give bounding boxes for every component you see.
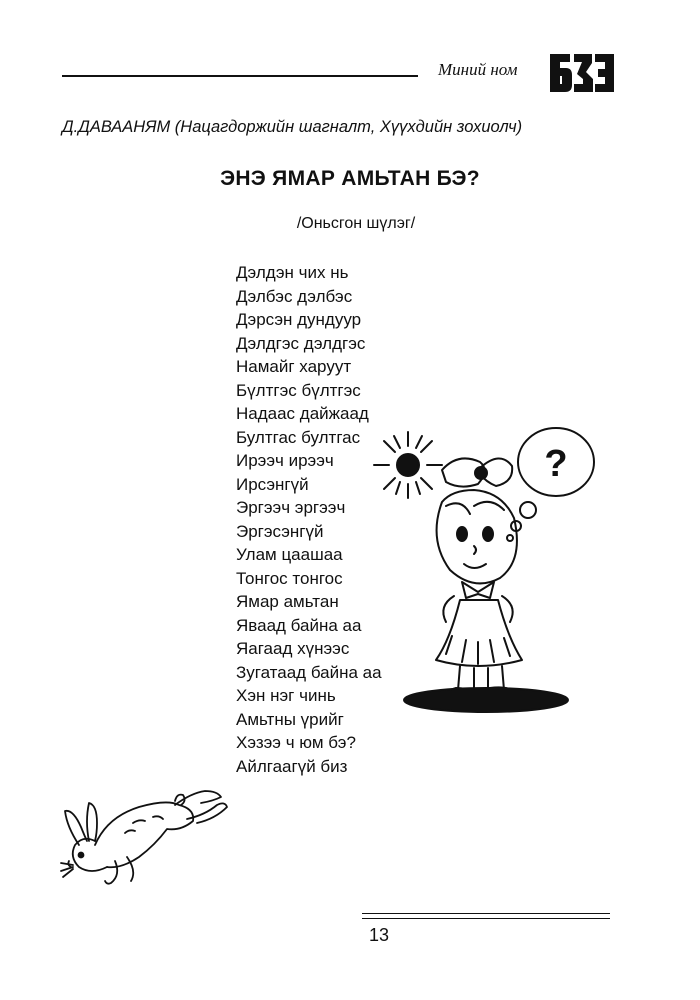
poem-line: Дэрсэн дундуур xyxy=(236,310,362,329)
sun-icon xyxy=(374,432,442,498)
poem-line: Яагаад хүнээс xyxy=(236,639,350,658)
poem-line: Бүлтгэс бүлтгэс xyxy=(236,380,361,400)
poem-line: Дэлдгэс дэлдгэс xyxy=(236,333,366,353)
poem-line: Бултгас бултгас xyxy=(236,427,361,447)
poem-line: Эргэсэнгүй xyxy=(236,521,324,541)
girl-illustration xyxy=(350,410,630,720)
footer-rule-top xyxy=(362,913,610,914)
poem-line: Улам цаашаа xyxy=(236,545,343,564)
header-rule xyxy=(62,75,418,77)
poem-line: Зугатаад байна аа xyxy=(236,662,382,682)
poem-line: Дэлдэн чих нь xyxy=(236,263,349,282)
poem-line: Ирсэнгүй xyxy=(236,474,309,494)
publisher-logo xyxy=(548,52,616,94)
poem-line: Амьтны үрийг xyxy=(236,709,344,729)
footer-rule-bottom xyxy=(362,918,610,919)
page-number: 13 xyxy=(368,925,390,945)
rabbit-illustration xyxy=(55,775,230,890)
poem-line: Хэзээ ч юм бэ? xyxy=(236,733,356,752)
poem-line: Ямар амьтан xyxy=(236,592,339,611)
poem-line: Эргээч эргээч xyxy=(236,498,346,517)
poem-line: Надаас дайжаад xyxy=(236,404,369,423)
poem-line: Айлгаагүй биз xyxy=(236,756,348,776)
poem-line: Ирээч ирээч xyxy=(236,451,334,470)
author-line: Д.ДАВААНЯМ (Нацагдоржийн шагналт, Хүүхдийн зохиолч) xyxy=(62,118,523,136)
series-name: Миний ном xyxy=(438,60,518,79)
poem-line: Намайг харуут xyxy=(236,357,352,376)
poem-line: Дэлбэс дэлбэс xyxy=(236,286,353,306)
poem-line: Хэн нэг чинь xyxy=(236,686,336,705)
poem-title: ЭНЭ ЯМАР АМЬТАН БЭ? xyxy=(220,167,480,190)
poem-subtitle: /Оньсгон шүлэг/ xyxy=(296,215,416,232)
poem-line: Тонгос тонгос xyxy=(236,568,343,588)
poem-line: Яваад байна аа xyxy=(236,615,362,635)
question-mark-icon: ? xyxy=(544,443,568,485)
thought-bubble xyxy=(507,428,594,541)
